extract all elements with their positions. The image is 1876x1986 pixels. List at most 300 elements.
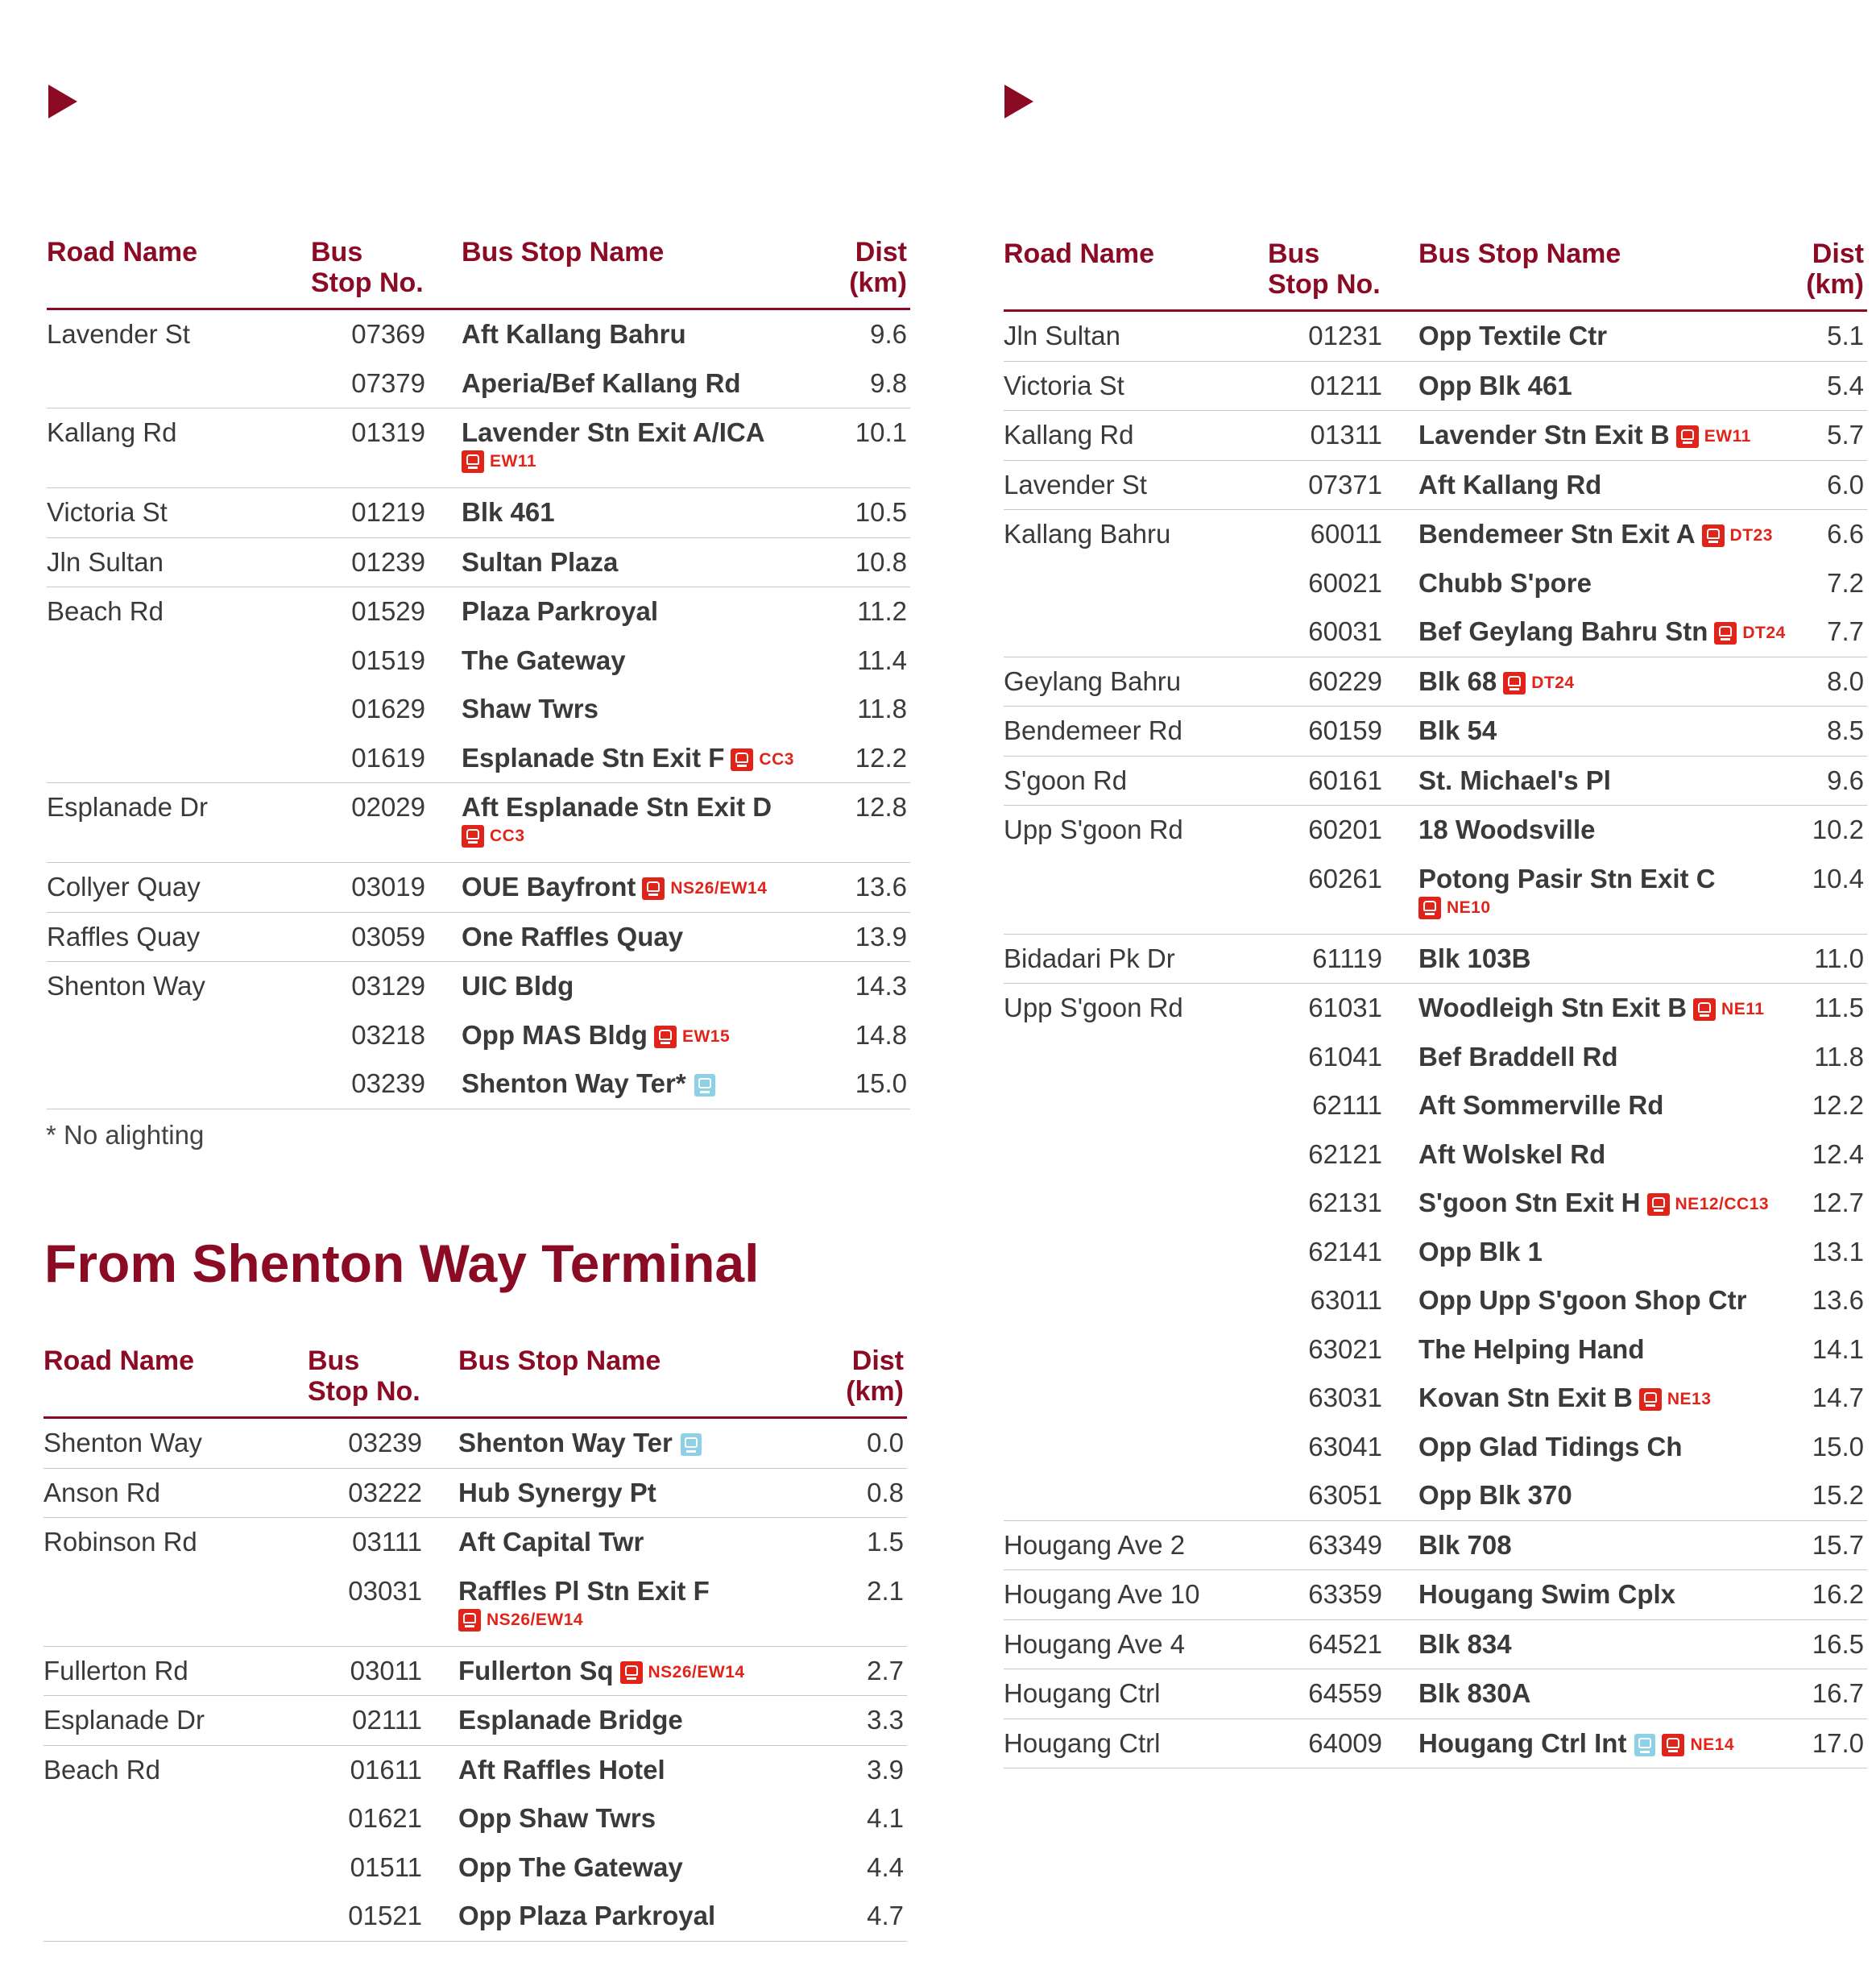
distance-km: 14.3 [855,971,907,1001]
bus-stop-name-text: UIC Bldg [462,971,574,1001]
bus-stop-no: 63349 [1308,1529,1382,1560]
mrt-station-code: NE12/CC13 [1675,1195,1770,1214]
bus-stop-no: 62111 [1312,1090,1382,1120]
table-row [47,359,910,408]
distance-km: 15.0 [855,1068,907,1098]
bus-stop-name [1418,1189,1769,1218]
bus-stop-no: 60161 [1308,765,1382,795]
train-icon [654,1026,677,1048]
table-row [1004,1325,1867,1374]
distance-km: 5.1 [1827,321,1864,350]
road-name: Shenton Way [43,1428,202,1457]
bus-stop-no: 60031 [1308,616,1382,646]
bus-stop-name-text: Opp The Gateway [458,1851,683,1882]
table-row [47,537,910,587]
header-bus-stop-no: Bus Stop No. [311,237,424,298]
distance-km: 16.7 [1812,1678,1864,1708]
table-row [1004,509,1867,559]
bus-stop-name-text: Blk 461 [462,497,555,527]
bus-stop-name-text: Opp Glad Tidings Ch [1418,1431,1683,1462]
distance-km: 8.0 [1827,665,1864,696]
table-row [47,1059,910,1109]
distance-km: 11.5 [1814,993,1864,1022]
bus-stop-name-text: Bef Geylang Bahru Stn [1418,616,1708,646]
distance-km: 13.9 [855,921,907,952]
bus-stop-name [458,1575,710,1629]
bus-stop-no: 64009 [1308,1727,1382,1758]
road-name: Victoria St [1004,370,1124,400]
bus-stop-no: 01219 [351,497,425,527]
bus-stop-no: 62121 [1308,1138,1382,1169]
mrt-station-code: CC3 [490,827,525,845]
road-name: Kallang Rd [47,417,177,447]
table-body [43,1419,907,1942]
table-row [1004,1569,1867,1619]
distance-km: 15.7 [1812,1529,1864,1560]
bus-interchange-icon [681,1433,702,1456]
distance-km: 12.7 [1812,1188,1864,1217]
distance-km: 10.2 [1812,815,1864,844]
bus-stop-name-text: Opp Blk 370 [1418,1480,1572,1510]
bus-stop-no: 03031 [348,1575,422,1606]
table-row [1004,1619,1867,1669]
table-row [1004,410,1867,460]
distance-km: 11.0 [1814,943,1864,973]
distance-km: 16.5 [1812,1628,1864,1659]
mrt-station-tag [1639,1386,1712,1413]
bus-stop-name [1418,471,1601,499]
distance-km: 13.6 [855,872,907,902]
mrt-station-tag [654,1023,730,1051]
table-row [47,912,910,962]
bus-stop-name [1418,1043,1618,1071]
header-road-name: Road Name [47,237,198,267]
road-name: Shenton Way [47,971,205,1001]
mrt-station-tag [642,875,767,902]
bus-stop-name-text: Aft Kallang Bahru [462,319,686,349]
bus-stop-name [1418,421,1751,450]
mrt-station-code: NE14 [1690,1735,1734,1754]
road-name: Raffles Quay [47,921,201,952]
bus-stop-name-text: Shaw Twrs [462,694,598,724]
bus-stop-name [1418,1628,1512,1659]
distance-km: 7.7 [1827,616,1864,646]
bus-stop-name [1418,1727,1734,1759]
mrt-station-code: NE13 [1667,1390,1712,1409]
bus-stop-name [1418,1482,1572,1509]
bus-stop-name [462,873,767,902]
table-row [1004,934,1867,984]
table-row [47,1011,910,1060]
bus-stop-name-text: Woodleigh Stn Exit B [1418,993,1688,1022]
header-bus-stop-name: Bus Stop Name [458,1345,661,1376]
distance-km: 3.9 [867,1754,904,1785]
table-row [43,1794,907,1843]
bus-stop-name [458,1528,644,1556]
bus-stop-name-text: Blk 830A [1418,1678,1531,1708]
road-name: Beach Rd [43,1754,160,1785]
table-bottom-rule [43,1941,907,1942]
header-bus-stop-name: Bus Stop Name [462,237,665,267]
table-row [43,1892,907,1941]
right-table [1004,235,1867,1768]
bus-stop-name-text: Lavender Stn Exit B [1418,420,1670,450]
table-row [43,1695,907,1745]
distance-km: 2.7 [867,1655,904,1685]
bus-interchange-icon [1634,1734,1655,1756]
distance-km: 4.7 [867,1901,904,1930]
distance-km: 4.1 [867,1803,904,1833]
distance-km: 12.2 [855,742,907,773]
bus-stop-name [1418,767,1611,794]
distance-km: 0.0 [867,1428,904,1457]
road-name: Geylang Bahru [1004,665,1182,696]
bus-stop-name [462,647,626,674]
bus-stop-no: 63031 [1308,1383,1382,1412]
table-row [47,862,910,912]
bus-stop-name-text: Bendemeer Stn Exit A [1418,519,1696,549]
mrt-station-tag [1714,620,1785,647]
bus-stop-name-text: St. Michael's Pl [1418,765,1611,795]
train-icon [462,450,484,473]
road-name: Esplanade Dr [47,792,208,822]
bus-stop-name-text: Esplanade Bridge [458,1705,683,1735]
bus-stop-name-text: Blk 54 [1418,715,1497,745]
bus-stop-name-text: Shenton Way Ter [458,1428,673,1457]
road-name: Beach Rd [47,596,164,626]
bus-stop-no: 60201 [1308,815,1382,844]
bus-stop-no: 61041 [1308,1041,1382,1072]
distance-km: 14.7 [1812,1383,1864,1412]
road-name: Lavender St [1004,469,1147,500]
road-name: Hougang Ctrl [1004,1727,1161,1758]
bus-stop-no: 01619 [351,742,425,773]
bus-stop-no: 61119 [1312,943,1382,973]
mrt-station-code: NE10 [1447,898,1491,917]
bus-stop-no: 64521 [1308,1628,1382,1659]
table-row [43,1567,907,1646]
bus-stop-no: 01239 [351,546,425,577]
bus-stop-name [1418,1529,1512,1560]
bus-stop-no: 63041 [1308,1431,1382,1462]
table-body [1004,312,1867,1768]
mrt-station-tag [1676,423,1751,450]
bus-stop-name [1418,1138,1606,1169]
road-name: Victoria St [47,497,168,527]
table-row [1004,855,1867,934]
mrt-station-code: EW11 [490,452,537,471]
table-row [1004,1471,1867,1520]
bus-stop-name-text: Aperia/Bef Kallang Rd [462,367,741,398]
table-row [1004,1179,1867,1228]
table-row [47,408,910,487]
bus-stop-name-text: Esplanade Stn Exit F [462,742,725,773]
bus-stop-name-text: One Raffles Quay [462,921,684,952]
table-row [1004,1423,1867,1472]
train-icon [1693,998,1716,1021]
bus-stop-name [462,744,794,773]
mrt-station-code: DT23 [1729,526,1773,545]
table-row [1004,983,1867,1033]
distance-km: 11.8 [1814,1041,1864,1072]
road-name: Esplanade Dr [43,1705,205,1735]
table-row [43,1745,907,1795]
bus-stop-name [458,1805,656,1832]
table-row [1004,1033,1867,1082]
bus-stop-no: 03111 [352,1527,422,1557]
table-row [43,1419,907,1468]
distance-km: 8.5 [1827,715,1864,745]
bus-stop-name [1418,1238,1543,1266]
train-icon [1639,1388,1662,1411]
bus-interchange-icon [694,1074,715,1097]
footnote: * No alighting [46,1120,205,1150]
distance-km: 7.2 [1827,567,1864,598]
bus-stop-name [462,792,772,845]
bus-stop-name-text: Aft Kallang Rd [1418,469,1602,500]
mrt-station-code: NE11 [1721,1000,1765,1019]
section-title: From Shenton Way Terminal [44,1233,760,1293]
bus-stop-name [462,598,658,625]
mrt-station-tag [462,448,536,475]
bus-stop-name-text: Hougang Ctrl Int [1418,1727,1627,1758]
bus-stop-no: 01511 [350,1851,422,1882]
bus-stop-name [1418,372,1572,400]
distance-km: 12.2 [1812,1090,1864,1120]
bus-stop-no: 60229 [1308,665,1382,696]
bus-stop-name [462,546,619,577]
road-name: Lavender St [47,319,190,349]
table-row [47,587,910,636]
distance-km: 12.8 [855,792,907,822]
table-row [1004,460,1867,510]
left-arrow-icon [48,85,77,118]
mrt-station-tag [1693,996,1764,1023]
bus-stop-no: 62131 [1308,1188,1382,1217]
bus-stop-name [1418,994,1764,1023]
bus-stop-name [1418,1384,1711,1413]
bus-stop-name [1418,1287,1746,1314]
bus-stop-no: 60159 [1308,715,1382,745]
table-header [1004,235,1867,312]
bus-stop-no: 01621 [348,1803,422,1833]
bus-stop-name [1418,816,1595,844]
distance-km: 11.2 [857,596,907,626]
road-name: Upp S'goon Rd [1004,815,1183,844]
bus-stop-name [1418,322,1607,350]
bus-stop-name [458,1429,702,1457]
table-row [1004,559,1867,608]
table-row [43,1517,907,1567]
mrt-station-tag [1702,522,1773,549]
bus-stop-name-text: Fullerton Sq [458,1655,614,1685]
bus-stop-name-text: Aft Raffles Hotel [458,1754,665,1785]
bus-stop-name-text: Plaza Parkroyal [462,596,658,626]
train-icon [1647,1193,1670,1216]
table-row [1004,1520,1867,1570]
bus-stop-no: 63021 [1308,1333,1382,1364]
distance-km: 6.0 [1827,469,1864,500]
distance-km: 10.5 [855,497,907,527]
road-name: Bidadari Pk Dr [1004,943,1175,973]
distance-km: 17.0 [1812,1727,1864,1758]
bus-stop-no: 03222 [348,1477,422,1507]
header-bus-stop-no: Bus Stop No. [1268,238,1381,300]
bus-stop-name-text: Opp Plaza Parkroyal [458,1901,716,1930]
road-name: Robinson Rd [43,1527,197,1557]
table-header [43,1342,907,1419]
bus-stop-name [1418,520,1773,549]
distance-km: 16.2 [1812,1579,1864,1609]
table-row [1004,805,1867,855]
table-row [47,734,910,783]
mrt-station-tag [1418,894,1491,922]
bus-stop-name-text: Opp Blk 1 [1418,1236,1543,1267]
bus-stop-name-text: Raffles Pl Stn Exit F [458,1575,710,1606]
table-row [47,310,910,359]
bus-stop-name-text: Blk 103B [1418,943,1531,973]
bus-stop-name-text: Aft Esplanade Stn Exit D [462,792,772,822]
distance-km: 3.3 [867,1705,904,1735]
distance-km: 4.4 [867,1851,904,1882]
table-body [47,310,910,1109]
distance-km: 1.5 [867,1527,904,1557]
mrt-station-code: NS26/EW14 [648,1662,745,1681]
bus-stop-name-text: Lavender Stn Exit A/ICA [462,417,765,447]
table-row [1004,312,1867,361]
bus-stop-name [458,1657,745,1686]
train-icon [620,1661,643,1684]
bus-stop-name-text: Aft Capital Twr [458,1527,644,1557]
table-row [43,1468,907,1518]
right-arrow-icon [1004,85,1033,118]
header-dist-km: Dist (km) [1806,238,1864,300]
distance-km: 11.4 [857,645,907,675]
distance-km: 14.8 [855,1019,907,1050]
table-row [1004,756,1867,806]
train-icon [1676,425,1699,448]
bus-stop-name-text: Sultan Plaza [462,546,619,577]
bus-stop-no: 01231 [1308,321,1382,350]
train-icon [1418,897,1441,919]
bus-stop-no: 01629 [351,694,425,724]
table-header [47,234,910,310]
train-icon [1714,622,1737,645]
bus-stop-no: 01521 [348,1901,422,1930]
bus-stop-name [462,695,598,723]
table-row [1004,1669,1867,1719]
bus-stop-name [1418,665,1575,697]
distance-km: 5.7 [1827,420,1864,450]
mrt-station-code: EW15 [681,1026,731,1046]
bus-stop-name-text: S'goon Stn Exit H [1418,1188,1641,1217]
bus-stop-no: 07371 [1308,469,1382,500]
bus-stop-no: 61031 [1308,993,1382,1022]
road-name: Upp S'goon Rd [1004,993,1183,1022]
mrt-station-code: CC3 [759,749,794,769]
bus-stop-name [462,972,574,1000]
mrt-station-tag [462,823,525,850]
bus-stop-name-text: Blk 834 [1418,1628,1512,1659]
bus-stop-no: 03059 [351,921,425,952]
bus-stop-no: 03239 [348,1428,422,1457]
bus-stop-name [1418,1680,1530,1707]
table-row [47,636,910,686]
road-name: Kallang Bahru [1004,519,1171,549]
bus-stop-no: 60021 [1308,567,1382,598]
train-icon [1503,672,1526,694]
bus-stop-name [462,1019,731,1051]
road-name: Hougang Ave 2 [1004,1529,1186,1560]
table-row [1004,1719,1867,1768]
mrt-station-code: DT24 [1531,673,1575,692]
bus-stop-name-text: Hub Synergy Pt [458,1477,656,1507]
distance-km: 9.8 [870,367,907,398]
bus-stop-name [462,367,741,398]
bus-stop-no: 60261 [1308,863,1382,893]
mrt-station-tag [731,746,794,773]
bus-stop-name-text: Blk 708 [1418,1529,1512,1560]
bus-stop-no: 63359 [1308,1579,1382,1609]
mrt-station-code: DT24 [1742,624,1786,643]
bus-stop-no: 62141 [1308,1236,1382,1267]
road-name: Fullerton Rd [43,1655,188,1685]
bus-stop-name [1418,945,1530,972]
bus-stop-no: 03019 [351,872,425,902]
left-table-2 [43,1342,907,1942]
distance-km: 15.2 [1812,1480,1864,1510]
distance-km: 5.4 [1827,370,1864,400]
bus-stop-name [458,1479,656,1507]
bus-stop-no: 07369 [351,319,425,349]
distance-km: 9.6 [870,319,907,349]
bus-stop-no: 60011 [1310,519,1382,549]
bus-stop-name [1418,863,1716,917]
table-row [1004,1130,1867,1180]
bus-stop-no: 01311 [1310,420,1382,450]
bus-stop-name [458,1902,715,1930]
bus-stop-name [1418,1433,1683,1461]
bus-stop-no: 01211 [1310,370,1382,400]
table-row [47,961,910,1011]
bus-stop-name-text: Shenton Way Ter* [462,1068,686,1098]
bus-stop-name-text: Opp Shaw Twrs [458,1803,656,1833]
road-name: Bendemeer Rd [1004,715,1182,745]
bus-stop-name-text: Aft Wolskel Rd [1418,1138,1606,1169]
mrt-station-code: NS26/EW14 [487,1610,584,1629]
bus-stop-name [462,321,686,348]
table-row [1004,706,1867,756]
bus-stop-name-text: Opp MAS Bldg [462,1019,648,1050]
distance-km: 11.8 [857,694,907,724]
table-row [1004,361,1867,411]
bus-stop-no: 03011 [350,1655,422,1685]
distance-km: 14.1 [1812,1333,1864,1364]
train-icon [1662,1734,1684,1756]
bus-stop-no: 03218 [351,1019,425,1050]
distance-km: 10.1 [855,417,907,447]
bus-stop-name [462,923,683,951]
distance-km: 6.6 [1827,519,1864,549]
table-row [47,685,910,734]
bus-stop-name [458,1851,683,1882]
bus-stop-name-text: Opp Textile Ctr [1418,321,1608,350]
road-name: Hougang Ave 4 [1004,1628,1186,1659]
road-name: Anson Rd [43,1477,160,1507]
distance-km: 9.6 [1827,765,1864,795]
table-row [1004,607,1867,657]
bus-stop-name-text: The Helping Hand [1418,1333,1645,1364]
